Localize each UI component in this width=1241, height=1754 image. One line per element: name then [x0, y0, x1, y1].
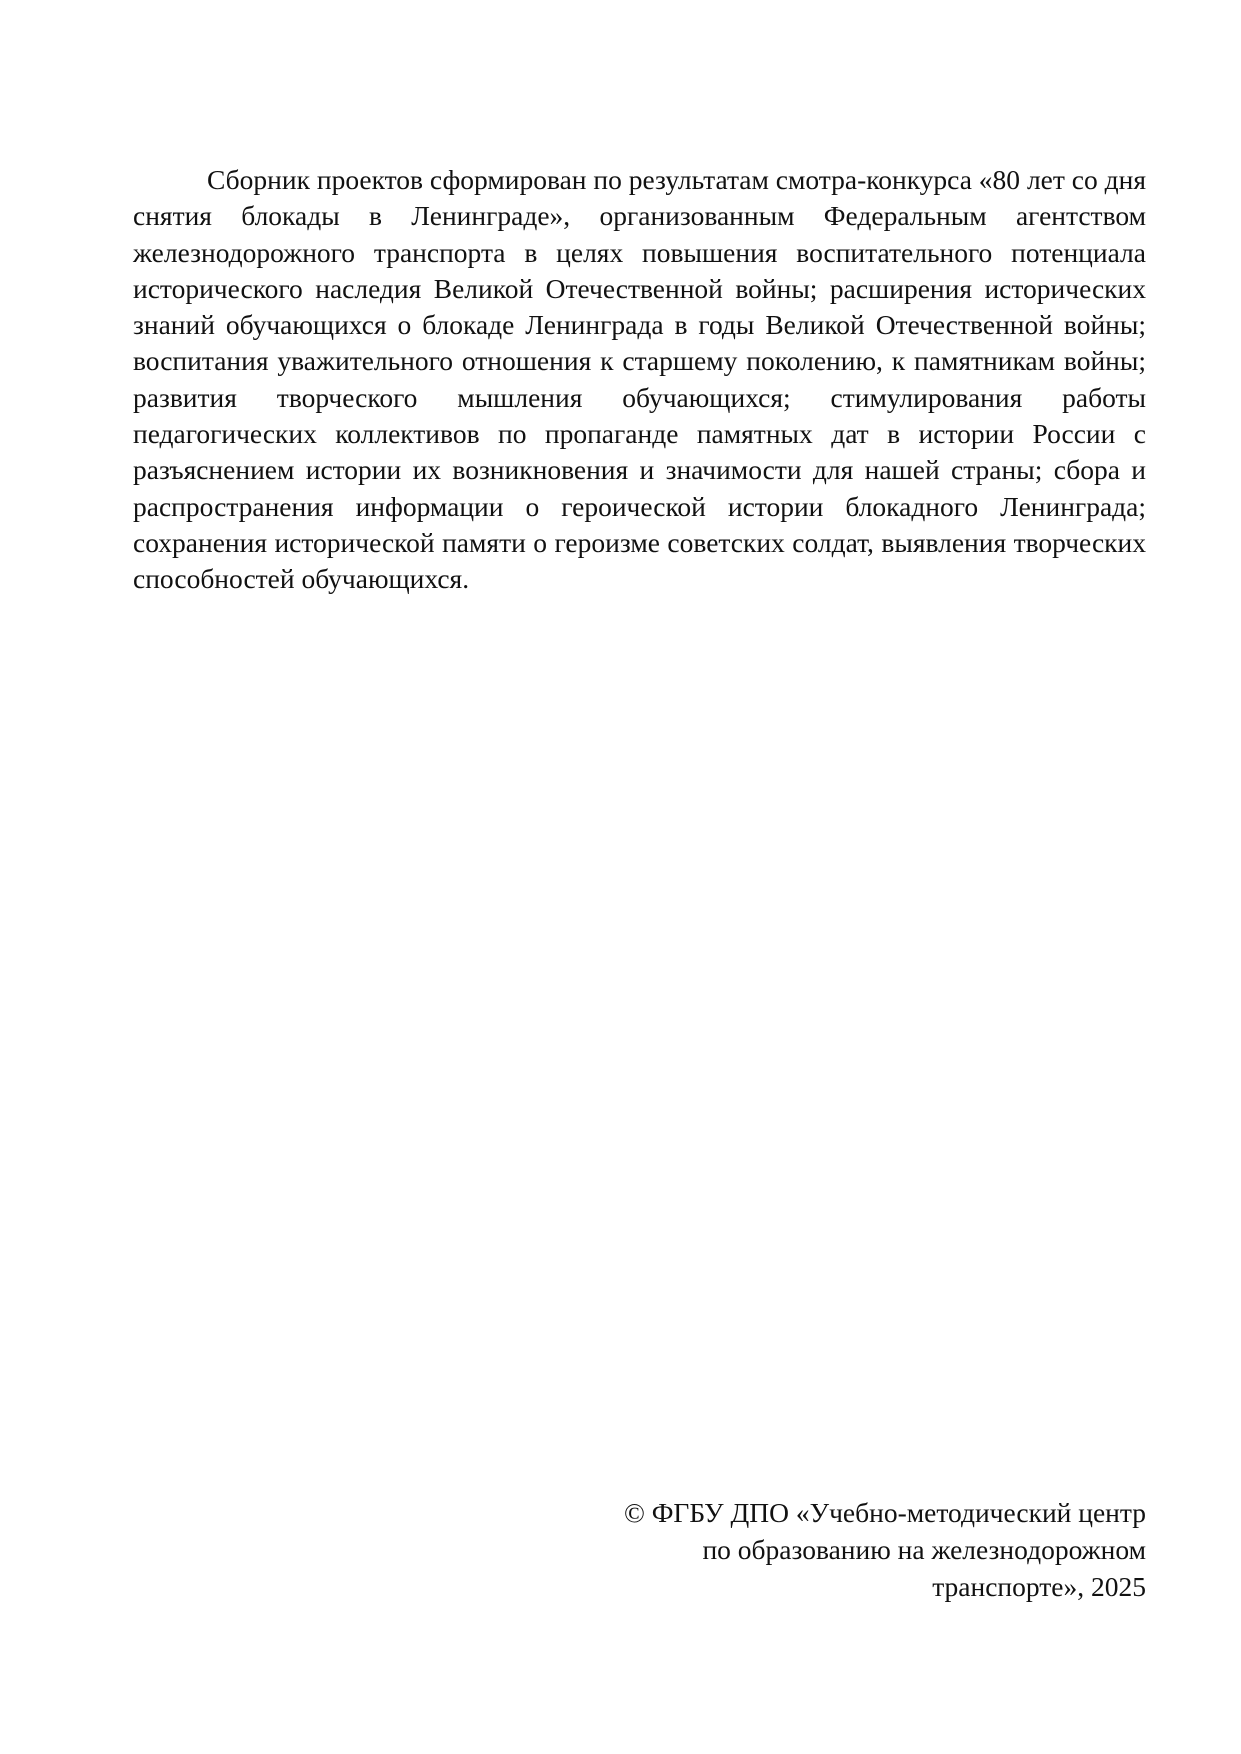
body-paragraph: Сборник проектов сформирован по результатам смотра-конкурса «80 лет со дня снятия блокады в Ленинграде», организованным Федеральным агентством железнодорожного транспорта в целях повышения воспитательного потенциала исторического наследия Великой Отечественной войны; расширения исторических знаний обучающихся о блокаде Ленинграда в годы Великой Отечественной войны; воспитания уважительного отношения к старшему поколению, к памятникам войны; развития творческого мышления обучающихся; стимулирования работы педагогических коллективов по пропаганде памятных дат в истории России с разъяснением истории их возникновения и значимости для нашей страны; сбора и распространения информации о героической истории блокадного Ленинграда; сохранения исторической памяти о героизме советских солдат, выявления творческих способностей обучающихся.	[133, 164, 1146, 595]
copyright-notice	[506, 1494, 1146, 1605]
copyright-line-2: по образованию на железнодорожном	[702, 1534, 1146, 1565]
copyright-line-3: транспорте», 2025	[932, 1571, 1146, 1602]
copyright-line-1: © ФГБУ ДПО «Учебно-методический центр	[623, 1497, 1146, 1528]
